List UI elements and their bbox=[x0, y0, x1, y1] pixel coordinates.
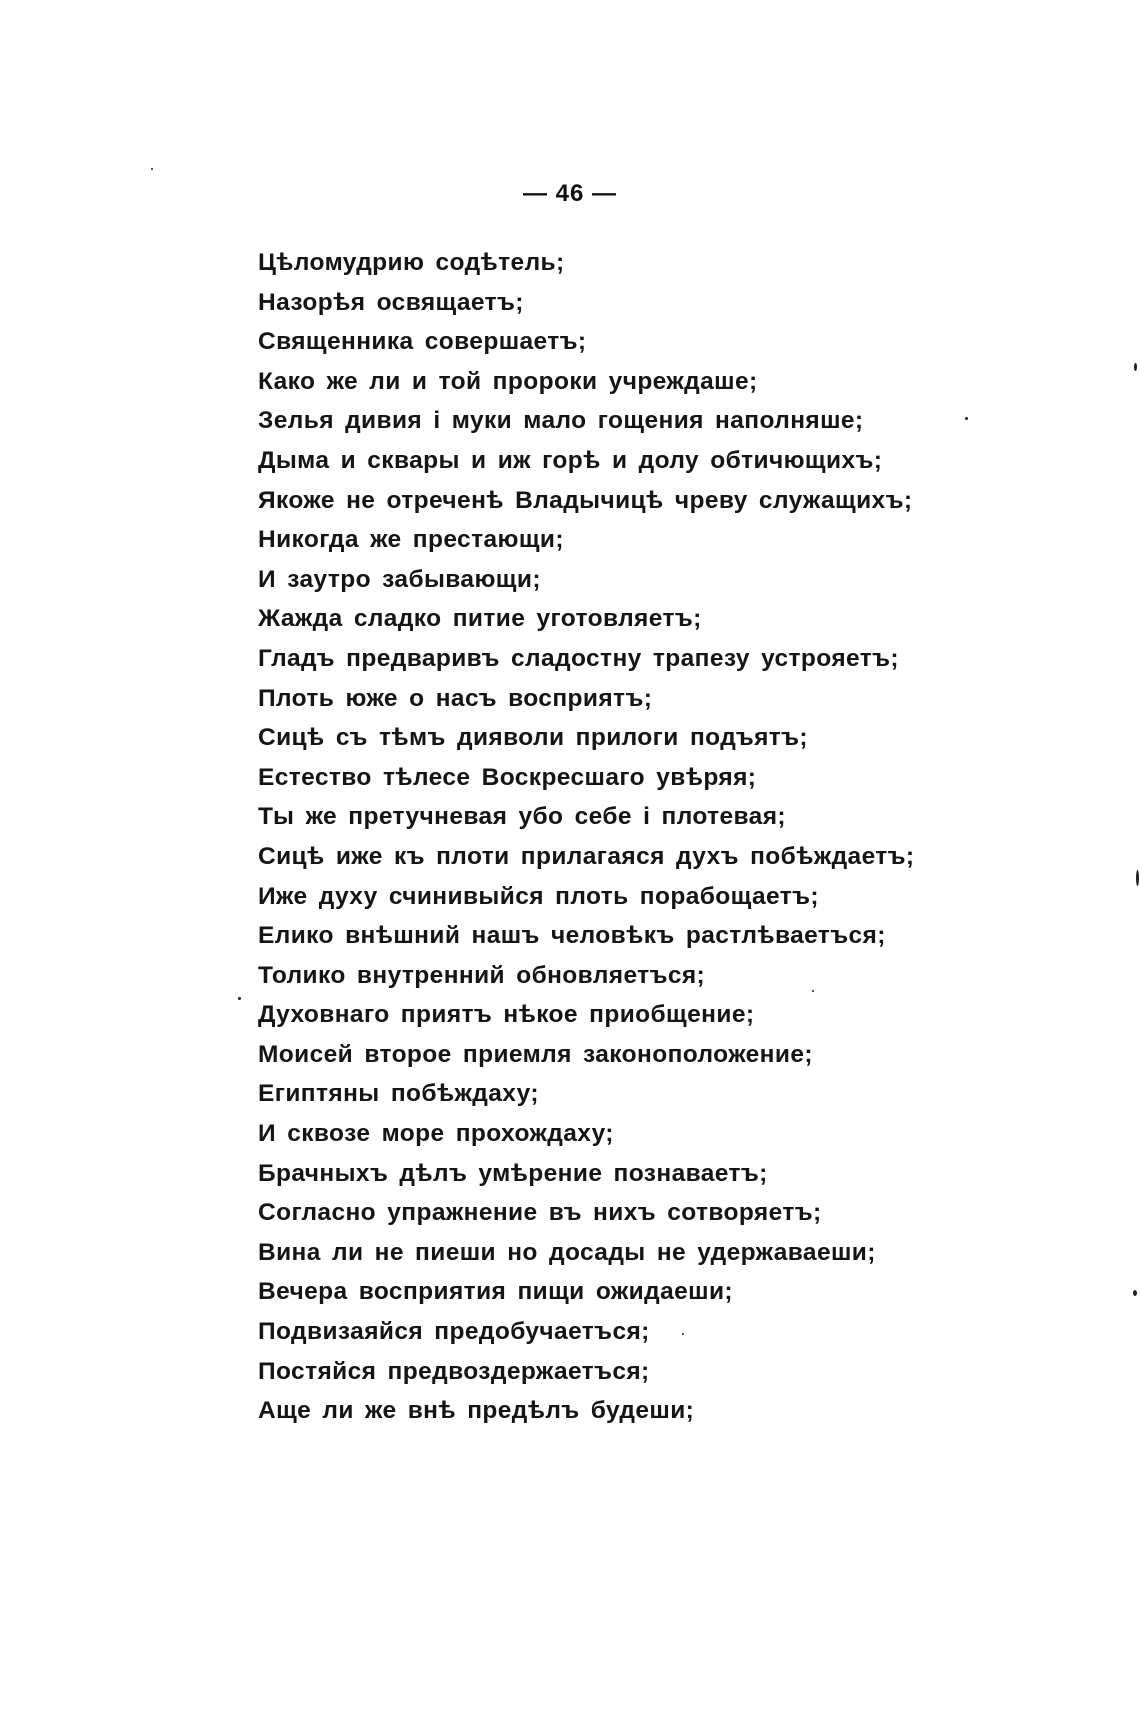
poem-line: Духовнаго приятъ нѣкое приобщение; bbox=[258, 1001, 755, 1029]
poem-line: Сицѣ иже къ плоти прилагаяся духъ побѣждаетъ; bbox=[258, 842, 915, 870]
poem-line: Гладъ предваривъ сладостну трапезу устрояетъ; bbox=[258, 644, 899, 672]
poem-line: Назорѣя освящаетъ; bbox=[258, 288, 524, 316]
poem-line: Вечера восприятия пищи ожидаеши; bbox=[258, 1278, 733, 1306]
poem-line: Моисей второе приемля законоположение; bbox=[258, 1040, 813, 1068]
scan-speck bbox=[1136, 870, 1139, 886]
scan-speck bbox=[1133, 1290, 1137, 1296]
poem-line: Якоже не отреченѣ Владычицѣ чреву служащихъ; bbox=[258, 486, 913, 514]
poem-line: Постяйся предвоздержаетъся; bbox=[258, 1357, 650, 1385]
scan-speck bbox=[1134, 363, 1137, 371]
poem-line: Египтяны побѣждаху; bbox=[258, 1080, 539, 1108]
poem-line: Толико внутренний обновляетъся; bbox=[258, 961, 706, 989]
poem-line: И сквозе море прохождаху; bbox=[258, 1120, 614, 1148]
scan-speck bbox=[965, 417, 968, 420]
poem-line: Вина ли не пиеши но досады не удержаваеши; bbox=[258, 1238, 876, 1266]
poem-line: Дыма и сквары и иж горѣ и долу обтичющихъ; bbox=[258, 446, 883, 474]
poem-line: Елико внѣшний нашъ человѣкъ растлѣваетъся; bbox=[258, 922, 886, 950]
poem-line: Сицѣ съ тѣмъ дияволи прилоги подъятъ; bbox=[258, 724, 808, 752]
poem-line: Ты же претучневая убо себе і плотевая; bbox=[258, 803, 786, 831]
poem-line: Плоть юже о насъ восприятъ; bbox=[258, 684, 653, 712]
poem-line: Како же ли и той пророки учреждаше; bbox=[258, 367, 758, 395]
poem-line: Священника совершаетъ; bbox=[258, 328, 587, 356]
poem-line: Естество тѣлесе Воскресшаго увѣряя; bbox=[258, 763, 757, 791]
poem-line: Жажда сладко питие уготовляетъ; bbox=[258, 605, 702, 633]
poem-line: И заутро забывающи; bbox=[258, 565, 541, 593]
poem-line: Никогда же престающи; bbox=[258, 526, 564, 554]
scan-speck bbox=[812, 990, 814, 992]
poem-line: Подвизаяйся предобучаетъся; bbox=[258, 1318, 650, 1346]
poem-line: Иже духу счинивыйся плоть порабощаетъ; bbox=[258, 882, 819, 910]
poem-line: Аще ли же внѣ предѣлъ будеши; bbox=[258, 1397, 695, 1425]
poem-line: Зелья дивия і муки мало гощения наполняше; bbox=[258, 407, 864, 435]
poem-line: Брачныхъ дѣлъ умѣрение познаваетъ; bbox=[258, 1159, 768, 1187]
scan-speck bbox=[238, 997, 241, 1000]
poem-line: Согласно упражнение въ нихъ сотворяетъ; bbox=[258, 1199, 822, 1227]
scan-speck bbox=[682, 1333, 684, 1335]
scan-speck bbox=[151, 168, 153, 170]
page-number: — 46 — bbox=[522, 180, 618, 207]
poem-line: Цѣломудрию содѣтель; bbox=[258, 249, 565, 276]
poem-text bbox=[258, 243, 915, 1431]
